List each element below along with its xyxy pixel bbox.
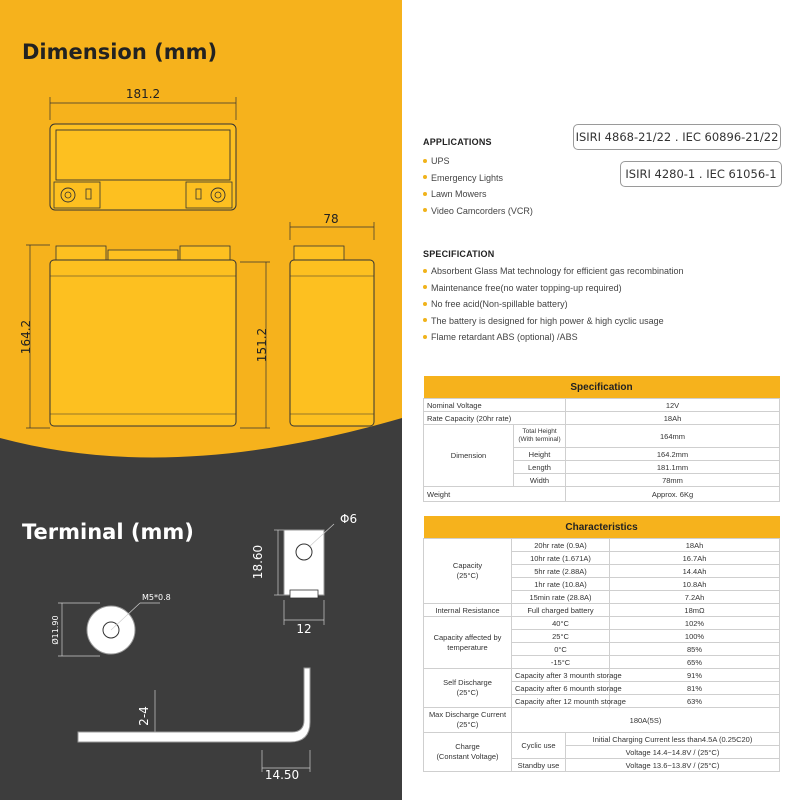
terminal-tab-drawing [274,524,334,625]
terminal-bolt-label: M5*0.8 [142,593,171,602]
table-row: Nominal Voltage 12V [424,399,780,412]
terminal-hole-label: Φ6 [340,512,358,526]
bullet-icon [423,192,427,196]
list-item: No free acid(Non-spillable battery) [423,296,683,313]
terminal-length-label: 14.50 [264,768,300,782]
terminal-ring-drawing [58,603,160,656]
list-item: The battery is designed for high power & high cyclic usage [423,313,683,330]
table-row: Length 181.1mm [424,461,780,474]
bullet-icon [423,335,427,339]
list-item: Emergency Lights [423,170,533,187]
battery-side-view [290,222,374,426]
table-row: 10hr rate (1.671A) 16.7Ah [424,552,780,565]
table-row: Capacity after 12 mounth storage 63% [424,695,780,708]
standard-badge: ISIRI 4868-21/22 . IEC 60896-21/22 [573,124,781,150]
dimension-heading: Dimension (mm) [22,40,218,64]
bullet-icon [423,175,427,179]
bullet-icon [423,159,427,163]
bullet-icon [423,285,427,289]
table-row: 15min rate (28.8A) 7.2Ah [424,591,780,604]
battery-front-view [26,245,270,428]
table-row: Capacity (25°C) 20hr rate (0.9A) 18Ah [424,539,780,552]
table-row: Voltage 14.4~14.8V / (25°C) [424,746,780,759]
specification-table [423,376,780,502]
table-row: 5hr rate (2.88A) 14.4Ah [424,565,780,578]
table-row: Rate Capacity (20hr rate) 18Ah [424,412,780,425]
terminal-width-label: 12 [296,622,312,636]
table-row: 0°C 85% [424,643,780,656]
battery-top-view [50,97,236,210]
list-item: Maintenance free(no water topping-up required) [423,280,683,297]
table-row: Standby use Voltage 13.6~13.8V / (25°C) [424,759,780,772]
bullet-icon [423,318,427,322]
table-row: -15°C 65% [424,656,780,669]
table-row: 1hr rate (10.8A) 10.8Ah [424,578,780,591]
table-row: Dimension Total Height (With terminal) 164mm [424,425,780,448]
list-item: UPS [423,153,533,170]
table-row: Max Discharge Current (25°C) 180A(5S) [424,708,780,733]
terminal-heading: Terminal (mm) [22,520,194,544]
table-row: 25°C 100% [424,630,780,643]
table-row: Capacity after 6 mounth storage 81% [424,682,780,695]
table-row: Weight Approx. 6Kg [424,487,780,502]
list-item: Absorbent Glass Mat technology for efficient gas recombination [423,263,683,280]
applications-title: APPLICATIONS [423,137,492,147]
dim-depth-label: 78 [323,212,339,226]
bullet-icon [423,208,427,212]
bullet-icon [423,269,427,273]
table-row: Height 164.2mm [424,448,780,461]
characteristics-table [423,516,780,772]
terminal-side-drawing [78,668,310,772]
bullet-icon [423,302,427,306]
applications-list [423,153,533,219]
list-item: Video Camcorders (VCR) [423,203,533,220]
dim-width-label: 181.2 [125,87,161,101]
list-item: Flame retardant ABS (optional) /ABS [423,329,683,346]
table-row: Capacity affected by temperature 40°C 102% [424,617,780,630]
dim-case-height-label: 151.2 [255,327,269,363]
standard-badge: ISIRI 4280-1 . IEC 61056-1 [620,161,782,187]
table-row: Charge (Constant Voltage) Cyclic use Initial Charging Current less than4.5A (0.25C20) [424,733,780,746]
terminal-thickness-label: 2-4 [137,706,151,726]
table-row: Internal Resistance Full charged battery 18mΩ [424,604,780,617]
specification-table-title: Specification [424,376,780,399]
specification-title: SPECIFICATION [423,249,495,259]
terminal-height-label: 18.60 [251,544,265,580]
list-item: Lawn Mowers [423,186,533,203]
table-row: Self Discharge (25°C) Capacity after 3 mounth storage 91% [424,669,780,682]
dim-total-height-label: 164.2 [19,319,33,355]
terminal-diameter-label: Ø11.90 [51,615,60,645]
table-row: Width 78mm [424,474,780,487]
specification-list [423,263,683,346]
characteristics-table-title: Characteristics [424,516,780,539]
